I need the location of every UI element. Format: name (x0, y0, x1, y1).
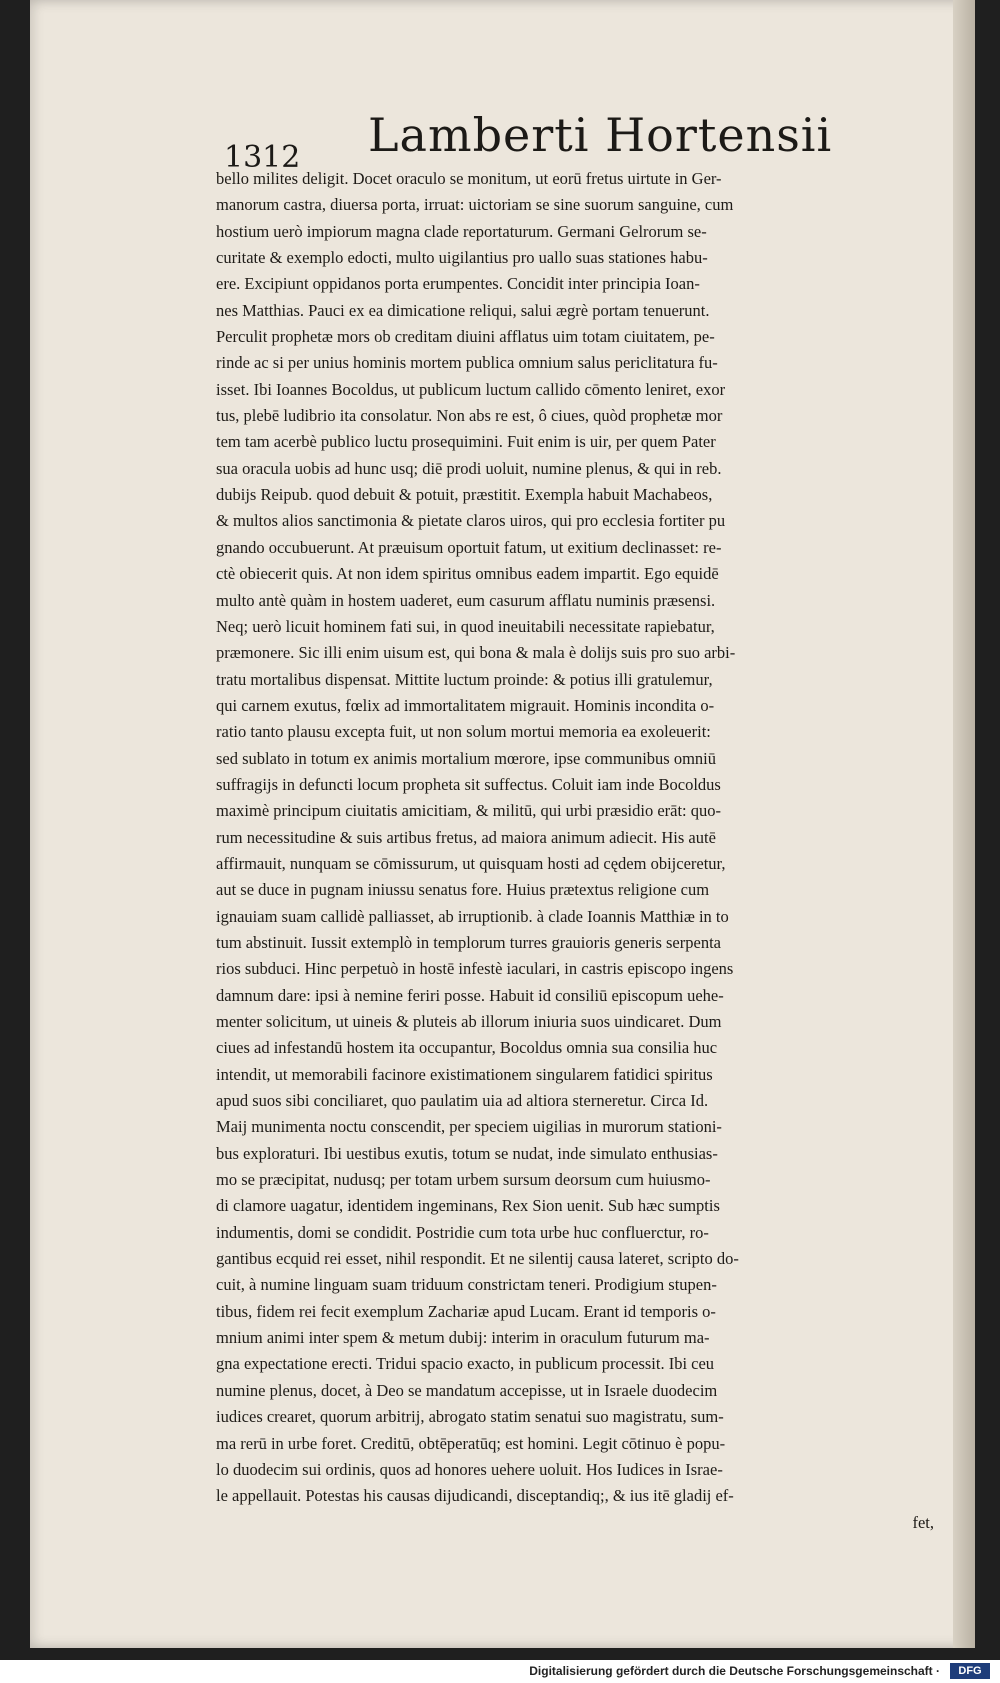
text-line: dubijs Reipub. quod debuit & potuit, præstitit. Exempla habuit Machabeos, (216, 485, 713, 505)
footer-bar (0, 1660, 1000, 1683)
text-line: Maij munimenta noctu conscendit, per speciem uigilias in murorum stationi- (216, 1117, 722, 1137)
text-line: suffragijs in defuncti locum propheta sit suffectus. Coluit iam inde Bocoldus (216, 774, 721, 794)
text-line: maximè principum ciuitatis amicitiam, & militū, qui urbi præsidio erāt: quo- (216, 801, 721, 821)
text-line: rios subduci. Hinc perpetuò in hostē infestè iaculari, in castris episcopo ingens (216, 959, 734, 979)
text-line: curitate & exemplo edocti, multo uigilantius pro uallo suas stationes habu- (216, 248, 708, 268)
text-line: cuit, à numine linguam suam triduum constrictam teneri. Prodigium stupen- (216, 1275, 717, 1295)
catchword: fet, (912, 1512, 934, 1532)
text-line: Neq; uerò licuit hominem fati sui, in quod ineuitabili necessitate rapiebatur, (216, 616, 715, 636)
text-line: ratio tanto plausu excepta fuit, ut non solum mortui memoria ea exoleuerit: (216, 722, 711, 742)
text-line: tratu mortalibus dispensat. Mittite luctum proinde: & potius illi gratulemur, (216, 669, 713, 689)
text-line: rinde ac si per unius hominis mortem publica omnium salus periclitatura fu- (216, 353, 718, 373)
text-line: bello milites deligit. Docet oraculo se monitum, ut eorū fretus uirtute in Ger- (216, 169, 722, 188)
text-line: gnando occubuerunt. At præuisum oportuit fatum, ut exitium declinasset: re- (216, 537, 722, 557)
text-line: hostium uerò impiorum magna clade reportaturum. Germani Gelrorum se- (216, 221, 707, 241)
text-line: indumentis, domi se condidit. Postridie cum tota urbe huc confluerctur, ro- (216, 1222, 709, 1242)
page-gutter (953, 0, 975, 1648)
text-line: lo duodecim sui ordinis, quos ad honores uehere uoluit. Hos Iudices in Israe- (216, 1459, 723, 1479)
text-line: multo antè quàm in hostem uaderet, eum casurum afflatu numinis præsensi. (216, 590, 716, 610)
text-line: qui carnem exutus, fœlix ad immortalitatem migrauit. Hominis incondita o- (216, 695, 715, 715)
text-line: manorum castra, diuersa porta, irruat: uictoriam se sine suorum sanguine, cum (216, 195, 734, 215)
text-line: numine plenus, docet, à Deo se mandatum accepisse, ut in Israele duodecim (216, 1380, 718, 1400)
text-line: damnum dare: ipsi à nemine feriri posse. Habuit id consiliū episcopum uehe- (216, 985, 724, 1005)
text-line: tum abstinuit. Iussit extemplò in templorum turres grauioris generis serpenta (216, 932, 721, 952)
body-text (216, 166, 944, 1536)
text-line: sua oracula uobis ad hunc usq; diē prodi uoluit, numine plenus, & qui in reb. (216, 458, 722, 478)
text-line: Perculit prophetæ mors ob creditam diuini afflatus uim totam ciuitatem, pe- (216, 327, 715, 347)
dfg-logo: DFG (950, 1663, 990, 1679)
text-line: tus, plebē ludibrio ita consolatur. Non abs re est, ô ciues, quòd prophetæ mor (216, 406, 723, 426)
text-line: ignauiam suam callidè palliasset, ab irruptionib. à clade Ioannis Matthiæ in to (216, 906, 729, 926)
text-line: gantibus ecquid rei esset, nihil respondit. Et ne silentij causa lateret, scripto do- (216, 1249, 739, 1269)
text-line: mnium animi inter spem & metum dubij: interim in oraculum futurum ma- (216, 1328, 710, 1348)
text-line: ctè obiecerit quis. At non idem spiritus omnibus eadem impartit. Ego equidē (216, 564, 719, 584)
text-line: aut se duce in pugnam iniussu senatus fore. Huius prætextus religione cum (216, 880, 710, 900)
text-line: gna expectatione erecti. Tridui spacio exacto, in publicum processit. Ibi ceu (216, 1354, 715, 1374)
page-number: 1312 (224, 140, 301, 175)
text-line: le appellauit. Potestas his causas dijudicandi, disceptandiq;, & ius itē gladij ef- (216, 1486, 734, 1506)
text-line: tem tam acerbè publico luctu prosequimini. Fuit enim is uir, per quem Pater (216, 432, 716, 452)
text-line: sed sublato in totum ex animis mortalium mœrore, ipse communibus omniū (216, 748, 716, 768)
text-line: mo se præcipitat, nudusq; per totam urbem sursum deorsum cum huiusmo- (216, 1170, 711, 1190)
text-line: apud suos sibi conciliaret, quo paulatim uia ad altiora sterneretur. Circa Id. (216, 1091, 709, 1111)
text-line: & multos alios sanctimonia & pietate claros uiros, qui pro ecclesia fortiter pu (216, 511, 726, 531)
text-line: isset. Ibi Ioannes Bocoldus, ut publicum luctum callido cōmento leniret, exor (216, 379, 726, 399)
text-line: nes Matthias. Pauci ex ea dimicatione reliqui, salui ægrè portam tenuerunt. (216, 300, 710, 320)
text-line: tibus, fidem rei fecit exemplum Zachariæ apud Lucam. Erant id temporis o- (216, 1301, 716, 1321)
funding-credit: Digitalisierung gefördert durch die Deutsche Forschungsgemeinschaft · (529, 1664, 940, 1678)
running-head: Lamberti Hortensii (368, 108, 833, 162)
text-line: menter solicitum, ut uineis & pluteis ab illorum iniuria suos uindicaret. Dum (216, 1012, 722, 1031)
text-line: intendit, ut memorabili facinore existimationem singularem fatidici spiritus (216, 1064, 713, 1084)
text-line: bus exploraturi. Ibi uestibus exutis, totum se nudat, inde simulato enthusias- (216, 1143, 718, 1163)
text-line: rum necessitudine & suis artibus fretus, ad maiora animum adiecit. His autē (216, 827, 716, 847)
text-line: iudices crearet, quorum arbitrij, abrogato statim senatui suo magistratu, sum- (216, 1407, 724, 1427)
text-line: ciues ad infestandū hostem ita occupantur, Bocoldus omnia sua consilia huc (216, 1038, 718, 1058)
text-line: ere. Excipiunt oppidanos porta erumpentes. Concidit inter principia Ioan- (216, 274, 700, 294)
text-line: ma rerū in urbe foret. Creditū, obtēperatūq; est homini. Legit cōtinuo è popu- (216, 1433, 726, 1453)
text-line: di clamore uagatur, identidem ingeminans, Rex Sion uenit. Sub hæc sumptis (216, 1196, 720, 1216)
text-line: præmonere. Sic illi enim uisum est, qui bona & mala è dolijs suis pro suo arbi- (216, 643, 736, 663)
text-line: affirmauit, nunquam se cōmissurum, ut quisquam hosti ad cędem obijceretur, (216, 853, 726, 873)
